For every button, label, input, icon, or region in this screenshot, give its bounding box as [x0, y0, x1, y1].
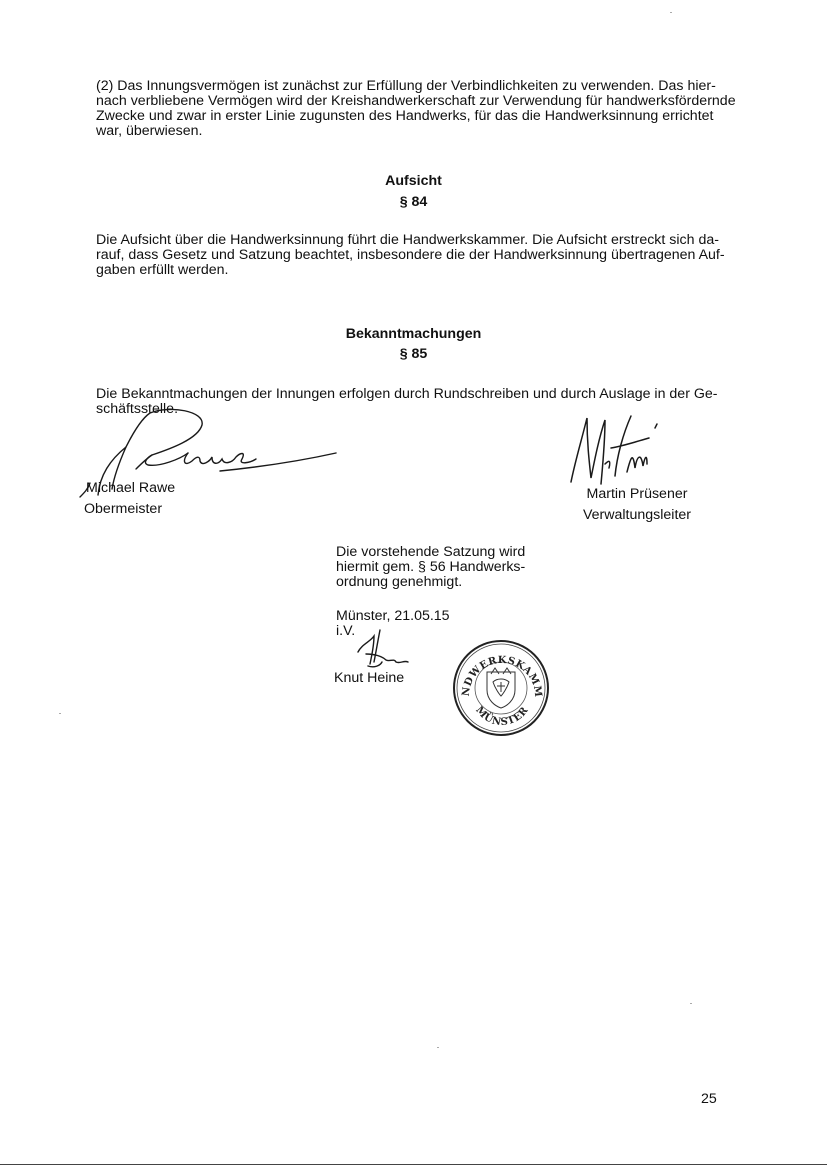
- text-line: rauf, dass Gesetz und Satzung beachtet, insbesondere die der Handwerksinnung übertragenen Auf-: [96, 247, 725, 263]
- section-number-85: § 85: [399, 346, 428, 362]
- scan-speck: [670, 12, 672, 13]
- text-line: schäftsstelle.: [96, 401, 179, 417]
- text-line: hiermit gem. § 56 Handwerks-: [336, 559, 526, 575]
- signature-knut-heine: [352, 628, 412, 674]
- text-line: Zwecke und zwar in erster Linie zugunsten des Handwerks, für das die Handwerksinnung errichtet: [96, 108, 714, 124]
- text-line: (2) Das Innungsvermögen ist zunächst zur Erfüllung der Verbindlichkeiten zu verwenden. Das hier-: [96, 78, 716, 94]
- signer-name: Knut Heine: [334, 670, 405, 686]
- text-line: nach verbliebene Vermögen wird der Kreishandwerkerschaft zur Verwendung für handwerksfördernde: [96, 93, 736, 109]
- signatory-role: Obermeister: [84, 501, 163, 517]
- scan-speck: [437, 1047, 439, 1048]
- paragraph-aufsicht: [96, 233, 732, 278]
- text-line: Die Aufsicht über die Handwerksinnung führt die Handwerkskammer. Die Aufsicht erstreckt sich da-: [96, 232, 719, 248]
- paragraph-innungsvermoegen: [96, 78, 736, 139]
- text-line: Die Bekanntmachungen der Innungen erfolgen durch Rundschreiben und durch Auslage in der Ge-: [96, 386, 718, 402]
- svg-text:MÜNSTER: MÜNSTER: [473, 704, 531, 729]
- signatory-name: Martin Prüsener: [586, 486, 688, 502]
- section-number-84: § 84: [399, 194, 428, 210]
- place-date: Münster, 21.05.15: [336, 608, 450, 624]
- page-number: 25: [701, 1091, 717, 1107]
- approval-note: [336, 545, 525, 590]
- section-title-aufsicht: Aufsicht: [385, 173, 442, 189]
- text-line: Die vorstehende Satzung wird: [336, 544, 526, 560]
- signature-martin-pruesener: [565, 412, 675, 496]
- signatory-left: [84, 481, 175, 517]
- section-title-bekanntmachungen: Bekanntmachungen: [345, 326, 482, 342]
- seal-handwerkskammer-muenster: [445, 630, 551, 742]
- svg-text:HANDWERKSKAMMER: HANDWERKSKAMMER: [445, 630, 544, 699]
- text-line: war, überwiesen.: [96, 123, 203, 139]
- scan-speck: [690, 1003, 692, 1004]
- approval-signer: [334, 671, 404, 686]
- signatory-name: Michael Rawe: [86, 480, 176, 496]
- text-line: gaben erfüllt werden.: [96, 262, 229, 278]
- iv-label: i.V.: [336, 623, 356, 639]
- scan-speck: [59, 713, 61, 714]
- signatory-right: [572, 487, 702, 523]
- text-line: ordnung genehmigt.: [336, 574, 463, 590]
- signatory-role: Verwaltungsleiter: [582, 507, 692, 523]
- page-bottom-edge: [0, 1164, 827, 1165]
